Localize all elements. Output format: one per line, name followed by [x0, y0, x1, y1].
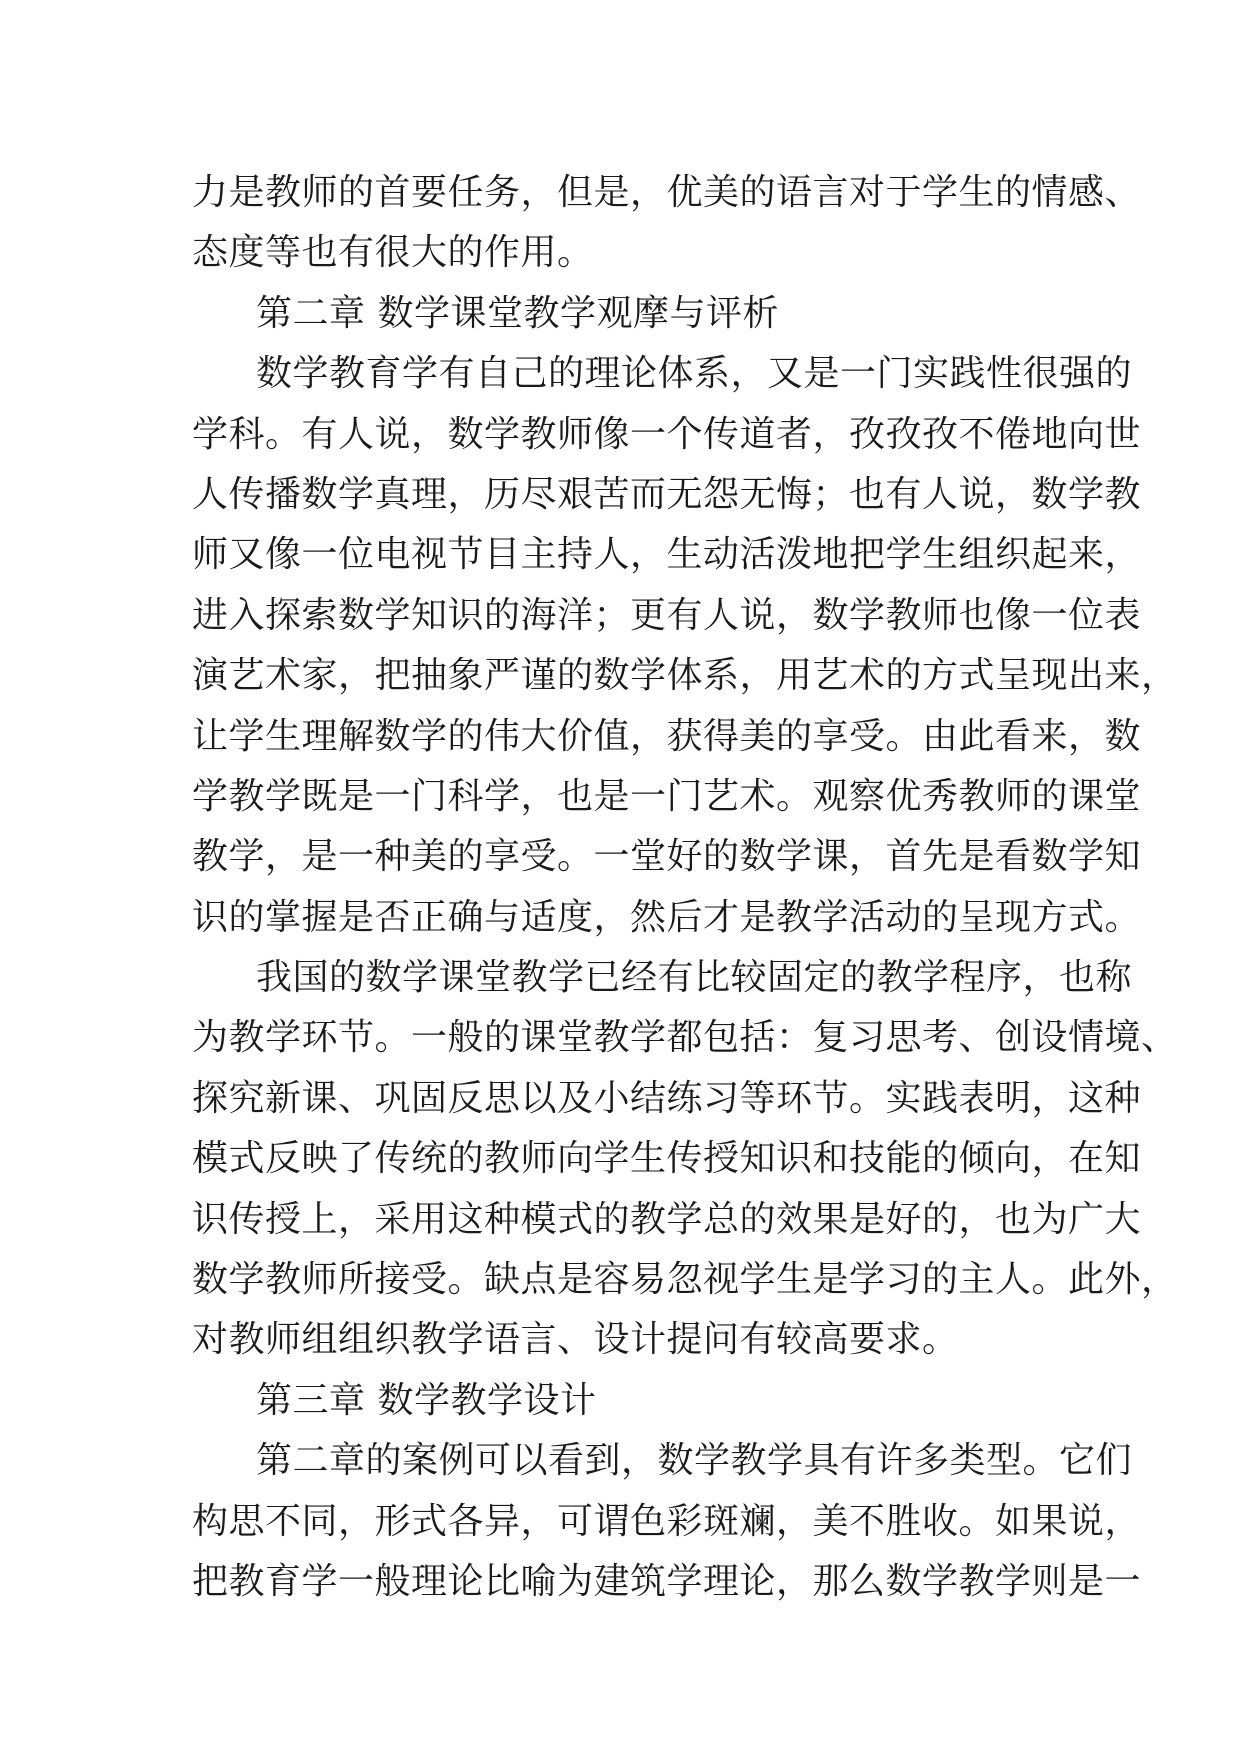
paragraph-line: 把教育学一般理论比喻为建筑学理论，那么数学教学则是一 — [192, 1560, 1142, 1602]
paragraph-line: 学科。有人说，数学教师像一个传道者，孜孜孜不倦地向世 — [192, 413, 1142, 455]
body-text — [192, 163, 1178, 1612]
paragraph-line: 第二章的案例可以看到，数学教学具有许多类型。它们 — [256, 1440, 1133, 1482]
paragraph-line: 进入探索数学知识的海洋；更有人说，数学教师也像一位表 — [192, 594, 1142, 636]
chapter-heading: 第二章 数学课堂教学观摩与评析 — [256, 292, 779, 334]
paragraph-line: 对教师组组织教学语言、设计提问有较高要求。 — [192, 1319, 959, 1361]
paragraph-line: 识的掌握是否正确与适度，然后才是教学活动的呈现方式。 — [192, 896, 1142, 938]
paragraph-line: 让学生理解数学的伟大价值，获得美的享受。由此看来，数 — [192, 715, 1142, 757]
paragraph-line: 探究新课、巩固反思以及小结练习等环节。实践表明，这种 — [192, 1077, 1142, 1119]
chapter-heading: 第三章 数学教学设计 — [256, 1379, 597, 1421]
paragraph-line: 演艺术家，把抽象严谨的数学体系，用艺术的方式呈现出来， — [192, 655, 1178, 697]
paragraph-line: 人传播数学真理，历尽艰苦而无怨无悔；也有人说，数学教 — [192, 473, 1142, 515]
paragraph-line: 学教学既是一门科学，也是一门艺术。观察优秀教师的课堂 — [192, 775, 1142, 817]
paragraph-line: 模式反映了传统的教师向学生传授知识和技能的倾向，在知 — [192, 1138, 1142, 1180]
paragraph-line: 数学教育学有自己的理论体系，又是一门实践性很强的 — [256, 353, 1133, 395]
paragraph-line: 教学，是一种美的享受。一堂好的数学课，首先是看数学知 — [192, 836, 1142, 878]
paragraph-line: 态度等也有很大的作用。 — [192, 232, 594, 274]
paragraph-line: 师又像一位电视节目主持人，生动活泼地把学生组织起来， — [192, 534, 1142, 576]
paragraph-line: 力是教师的首要任务，但是，优美的语言对于学生的情感、 — [192, 172, 1142, 213]
paragraph-line: 识传授上，采用这种模式的教学总的效果是好的，也为广大 — [192, 1198, 1142, 1240]
paragraph-line: 数学教师所接受。缺点是容易忽视学生是学习的主人。此外， — [192, 1259, 1178, 1301]
paragraph-line: 构思不同，形式各异，可谓色彩斑斓，美不胜收。如果说， — [192, 1500, 1142, 1542]
paragraph-line: 我国的数学课堂教学已经有比较固定的教学程序，也称 — [256, 957, 1133, 999]
paragraph-line: 为教学环节。一般的课堂教学都包括：复习思考、创设情境、 — [192, 1017, 1178, 1059]
